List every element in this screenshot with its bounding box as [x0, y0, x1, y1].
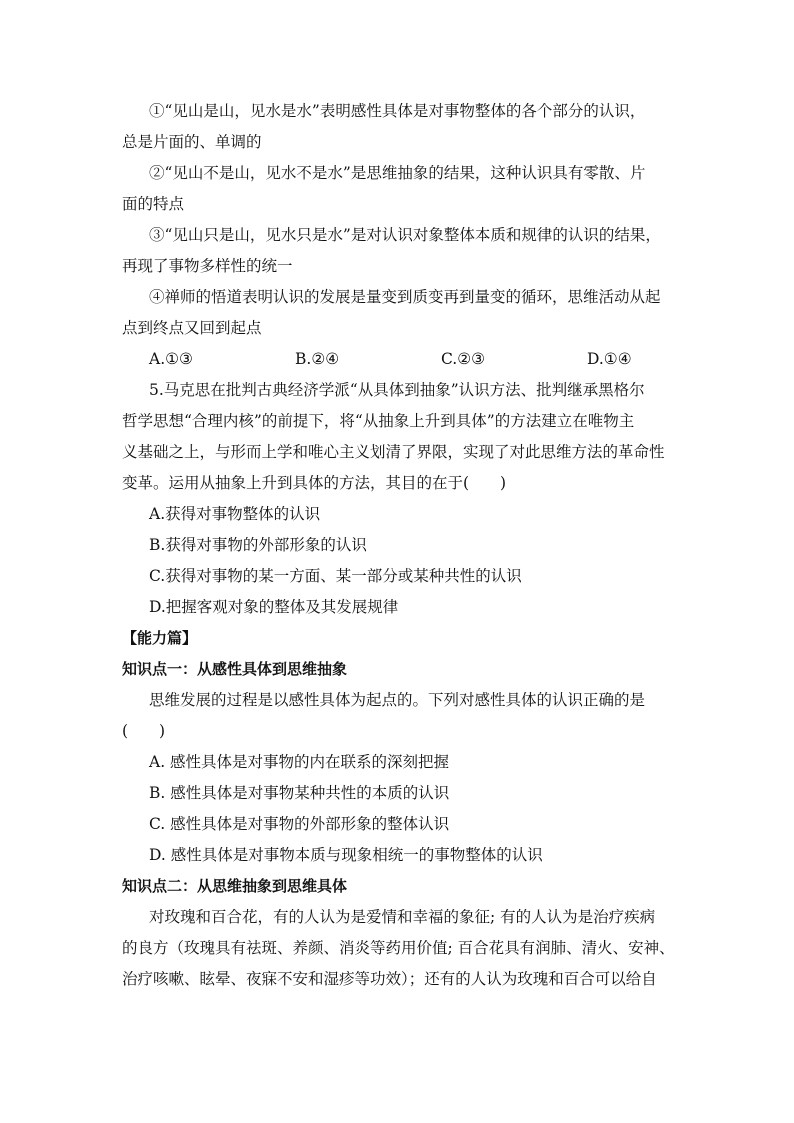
kp1-question-line: ( ) [122, 722, 166, 740]
option-c: C.②③ [441, 350, 486, 368]
option-a: A.①③ [149, 350, 193, 368]
statement-line: ③“见山只是山，见水只是水”是对认识对象整体本质和规律的认识的结果， [149, 226, 661, 244]
question-5-option-a: A.获得对事物整体的认识 [149, 505, 321, 523]
statement-line: 面的特点 [122, 195, 185, 213]
statement-line: ②“见山不是山，见水不是水”是思维抽象的结果，这种认识具有零散、片 [149, 164, 646, 182]
knowledge-point-1-heading: 知识点一：从感性具体到思维抽象 [122, 660, 348, 678]
knowledge-point-2-heading: 知识点二：从思维抽象到思维具体 [122, 877, 348, 895]
statement-3 [122, 220, 682, 282]
kp1-option-a: A. 感性具体是对事物的内在联系的深刻把握 [149, 753, 450, 771]
statement-4 [122, 282, 682, 344]
statement-line: 再现了事物多样性的统一 [122, 257, 293, 275]
question-5-option-b: B.获得对事物的外部形象的认识 [149, 536, 367, 554]
knowledge-point-2 [122, 871, 682, 995]
statement-line: 总是片面的、单调的 [122, 133, 262, 151]
statement-line: ④禅师的悟道表明认识的发展是量变到质变再到量变的循环，思维活动从起 [149, 288, 661, 306]
question-4-options [122, 344, 682, 375]
question-5 [122, 375, 682, 623]
statement-line: ①“见山是山，见水是水”表明感性具体是对事物整体的各个部分的认识， [149, 102, 646, 120]
document-page [122, 96, 682, 995]
question-5-stem-line: 义基础之上，与形而上学和唯心主义划清了界限，实现了对此思维方法的革命性 [122, 443, 665, 461]
option-d: D.①④ [587, 350, 632, 368]
kp1-option-c: C. 感性具体是对事物的外部形象的整体认识 [149, 815, 450, 833]
kp2-paragraph-line: 的良方（玫瑰具有祛斑、养颜、消炎等药用价值; 百合花具有润肺、清火、安神、 [122, 939, 675, 957]
statement-1 [122, 96, 682, 158]
statement-2 [122, 158, 682, 220]
kp1-option-d: D. 感性具体是对事物本质与现象相统一的事物整体的认识 [149, 846, 543, 864]
question-5-option-c: C.获得对事物的某一方面、某一部分或某种共性的认识 [149, 567, 522, 585]
question-5-stem-line: 变革。运用从抽象上升到具体的方法，其目的在于( ) [122, 474, 507, 492]
statement-line: 点到终点又回到起点 [122, 319, 262, 337]
kp2-paragraph-line: 治疗咳嗽、眩晕、夜寐不安和湿疹等功效）；还有的人认为玫瑰和百合可以给自 [122, 970, 657, 988]
knowledge-point-1 [122, 654, 682, 871]
question-5-stem-line: 哲学思想“合理内核”的前提下，将“从抽象上升到具体”的方法建立在唯物主 [122, 412, 635, 430]
question-5-option-d: D.把握客观对象的整体及其发展规律 [149, 598, 399, 616]
option-b: B.②④ [295, 350, 340, 368]
section-title: 【能力篇】 [122, 629, 198, 647]
kp1-option-b: B. 感性具体是对事物某种共性的本质的认识 [149, 784, 450, 802]
question-5-stem-line: 5.马克思在批判古典经济学派“从具体到抽象”认识方法、批判继承黑格尔 [149, 381, 645, 399]
question-4-statements [122, 96, 682, 344]
kp1-question-line: 思维发展的过程是以感性具体为起点的。下列对感性具体的认识正确的是 [149, 691, 646, 709]
kp2-paragraph-line: 对玫瑰和百合花，有的人认为是爱情和幸福的象征; 有的人认为是治疗疾病 [149, 908, 656, 926]
